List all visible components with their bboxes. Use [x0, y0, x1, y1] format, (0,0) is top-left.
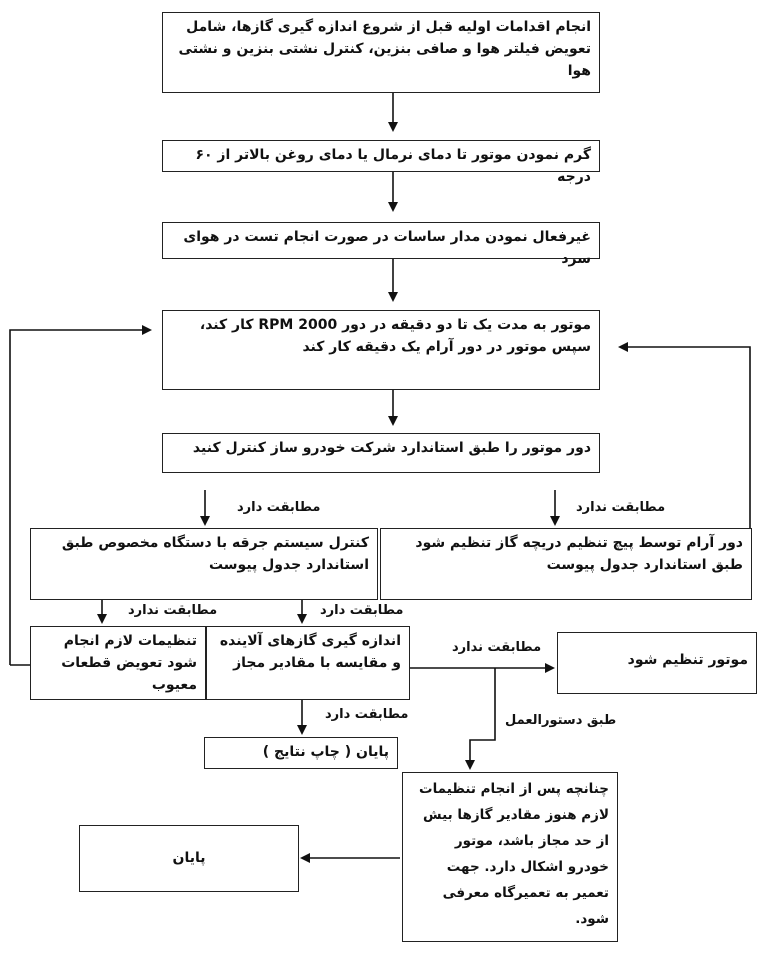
box-idle-adjust: دور آرام توسط پیچ تنظیم دریچه گاز تنظیم شود طبق استاندارد جدول پیوست: [380, 528, 752, 600]
label-nomatch-gas: مطابقت ندارد: [452, 640, 542, 655]
step-check-rpm: دور موتور را طبق استاندارد شرکت خودرو ساز کنترل کنید: [162, 433, 600, 473]
box-spark-check: کنترل سیستم جرقه با دستگاه مخصوص طبق استاندارد جدول پیوست: [30, 528, 378, 600]
label-match-spark: مطابقت دارد: [320, 603, 404, 618]
label-nomatch-right: مطابقت ندارد: [576, 500, 666, 515]
label-nomatch-spark: مطابقت ندارد: [128, 603, 218, 618]
box-end: پایان: [79, 825, 299, 892]
box-measure-gas: اندازه گیری گازهای آلاینده و مقایسه با مقادیر مجاز: [206, 626, 410, 700]
box-adjust-parts: تنظیمات لازم انجام شود تعویض قطعات معیوب: [30, 626, 206, 700]
box-repair-note: چنانچه پس از انجام تنظیمات لازم هنوز مقادیر گازها بیش از حد مجاز باشد، موتور خودرو اشکال دارد. جهت تعمیر به تعمیرگاه معرفی شود.: [402, 772, 618, 942]
arrow-to-repair: [470, 668, 495, 768]
step-warm-engine: گرم نمودن موتور تا دمای نرمال یا دمای روغن بالاتر از ۶۰ درجه: [162, 140, 600, 172]
box-engine-tune: موتور تنظیم شود: [557, 632, 757, 694]
label-per-manual: طبق دستورالعمل: [505, 713, 617, 728]
step-initial-actions: انجام اقدامات اولیه قبل از شروع اندازه گیری گازها، شامل تعویض فیلتر هوا و صافی بنزین، کنترل نشتی بنزین و نشتی هوا: [162, 12, 600, 93]
box-end-print: پایان ( چاپ نتایج ): [204, 737, 398, 769]
step-disable-choke: غیرفعال نمودن مدار ساسات در صورت انجام تست در هوای سرد: [162, 222, 600, 259]
label-match-left: مطابقت دارد: [237, 500, 321, 515]
step-run-engine: موتور به مدت یک تا دو دقیقه در دور 2000 RPM کار کند، سپس موتور در دور آرام یک دقیقه کار کند: [162, 310, 600, 390]
label-match-gas: مطابقت دارد: [325, 707, 409, 722]
